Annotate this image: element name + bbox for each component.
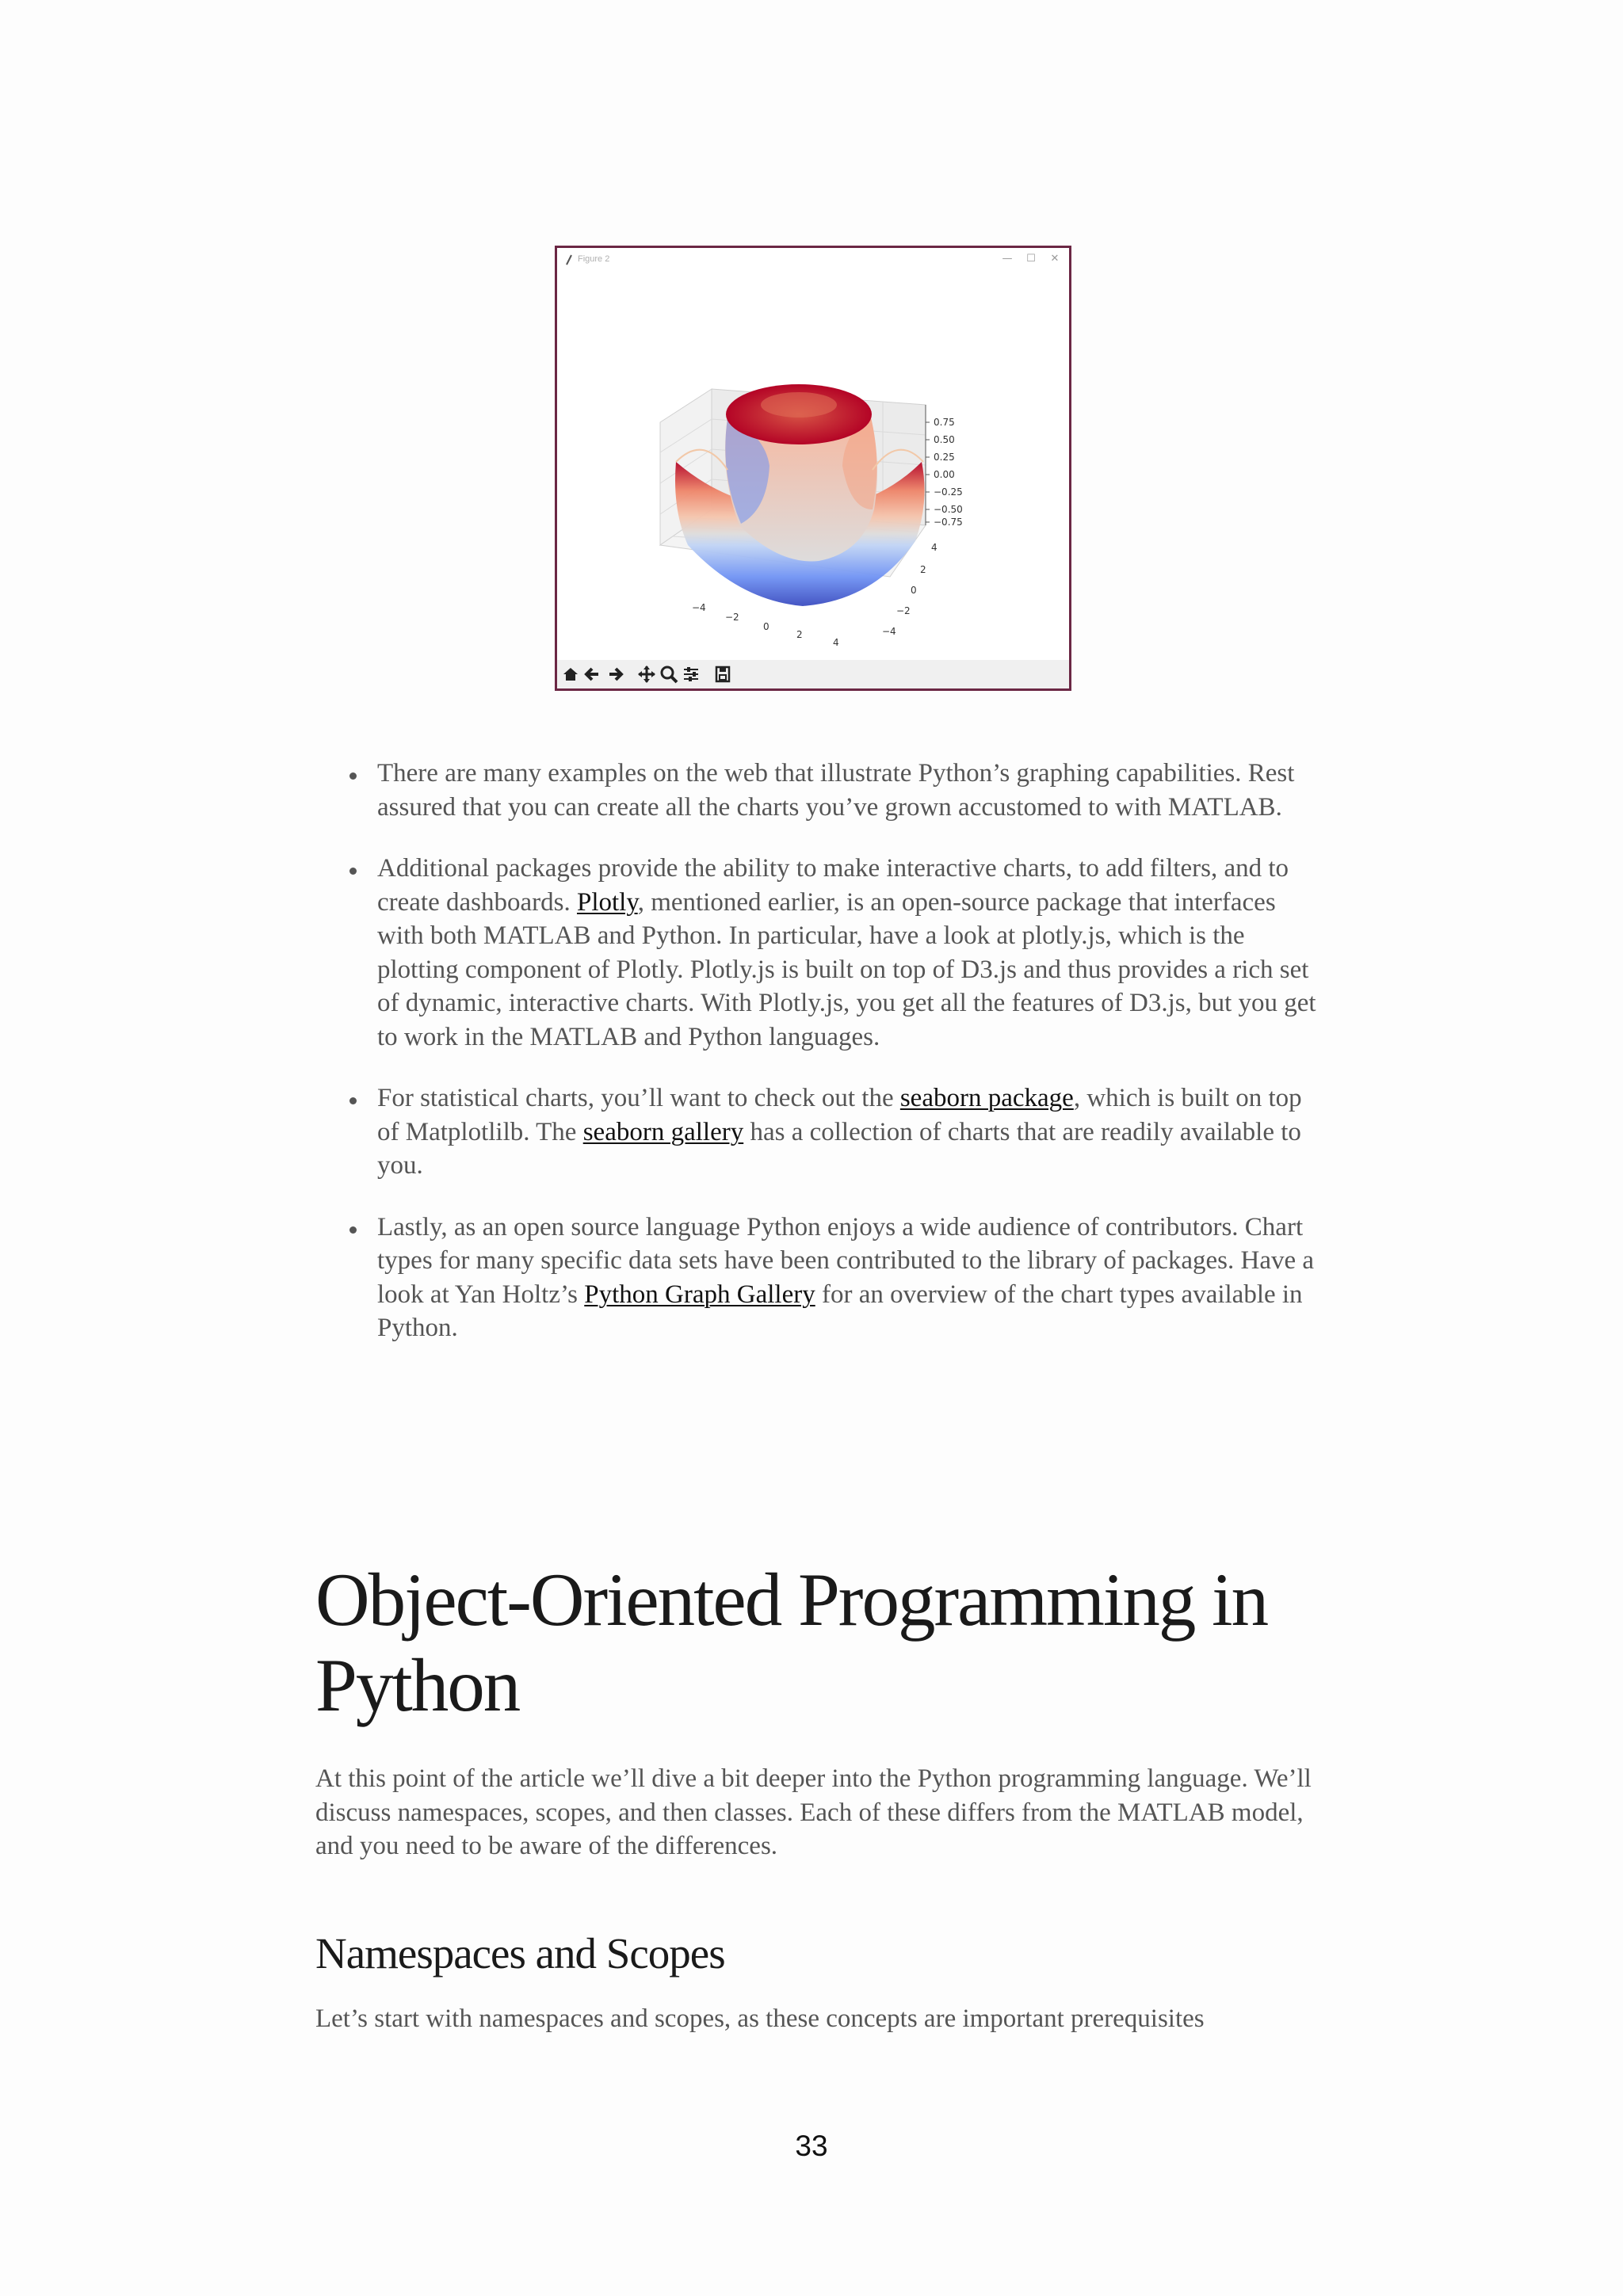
z-tick-label: 0.75	[934, 417, 955, 428]
bullet-list	[377, 757, 1328, 1373]
bullet-text: For statistical charts, you’ll want to check out the	[377, 1084, 900, 1112]
maximize-button[interactable]: ☐	[1026, 253, 1036, 265]
z-tick-label: −0.25	[934, 486, 963, 498]
x-tick-label: −4	[692, 602, 706, 613]
x-tick-label: 0	[763, 621, 769, 632]
list-item	[377, 1211, 1328, 1345]
y-tick-label: 2	[920, 564, 926, 575]
z-tick-label: 0.00	[934, 469, 955, 480]
bullet-text: has a collection of charts that are readily available to you.	[377, 1117, 1301, 1180]
z-tick-label: 0.50	[934, 434, 955, 445]
y-tick-label: 4	[931, 542, 938, 553]
bullet-text: Additional packages provide the ability to make interactive charts, to add filters, and to create dashboards.	[377, 854, 1289, 917]
list-item	[377, 852, 1328, 1054]
python-graph-gallery-link[interactable]: Python Graph Gallery	[584, 1280, 815, 1309]
list-item	[377, 1081, 1328, 1183]
y-tick-label: −2	[896, 605, 911, 616]
y-tick-label: 0	[911, 585, 917, 596]
z-tick-label: 0.25	[934, 452, 955, 463]
section-intro-paragraph: At this point of the article we’ll dive a bit deeper into the Python programming language. We’ll discuss namespaces, scopes, and then classes. Each of these differs from the MATLAB model, and you need to be aware of the differences.	[315, 1764, 1312, 1860]
z-tick-label: −0.50	[934, 504, 963, 515]
z-tick-label: −0.75	[934, 517, 963, 528]
bullet-text: for an overview of the chart types available in Python.	[377, 1280, 1303, 1342]
bullet-text: There are many examples on the web that illustrate Python’s graphing capabilities. Rest assured that you can create all the charts you’ve grown accustomed to with MATLAB.	[377, 759, 1295, 822]
seaborn-package-link[interactable]: seaborn package	[899, 1084, 1074, 1112]
x-tick-label: −2	[725, 612, 739, 623]
subsection-heading: Namespaces and Scopes	[315, 1929, 725, 1978]
minimize-button[interactable]: —	[1002, 253, 1013, 265]
close-button[interactable]: ✕	[1050, 253, 1060, 265]
plotly-link[interactable]: Plotly	[576, 887, 638, 917]
section-heading: Object-Oriented Programming in Python	[315, 1558, 1268, 1727]
page-number: 33	[795, 2130, 828, 2162]
bullet-text: Lastly, as an open source language Python enjoys a wide audience of contributors. Chart types for many specific data sets have been contributed to the library of packages. Have a look at Yan Holtz’s	[377, 1212, 1315, 1309]
x-tick-label: 4	[833, 637, 839, 648]
bullet-text: , mentioned earlier, is an open-source package that interfaces with both MATLAB and Python. In particular, have a look at plotly.js, which is the plotting component of Plotly. Plotly.js is built on top of D3.js and thus provides a rich set of dynamic, interactive charts. With Plotly.js, you get all the features of D3.js, but you get to work in the MATLAB and Python languages.	[377, 887, 1316, 1051]
bullet-text: , which is built on top of Matplotlilb. The	[377, 1084, 1302, 1146]
seaborn-gallery-link[interactable]: seaborn gallery	[582, 1117, 744, 1146]
figure-window-title: Figure 2	[578, 254, 610, 264]
subsection-paragraph: Let’s start with namespaces and scopes, as these concepts are important prerequisites	[315, 2004, 1205, 2033]
y-tick-label: −4	[882, 626, 896, 637]
list-item	[377, 757, 1328, 824]
x-tick-label: 2	[796, 629, 803, 640]
